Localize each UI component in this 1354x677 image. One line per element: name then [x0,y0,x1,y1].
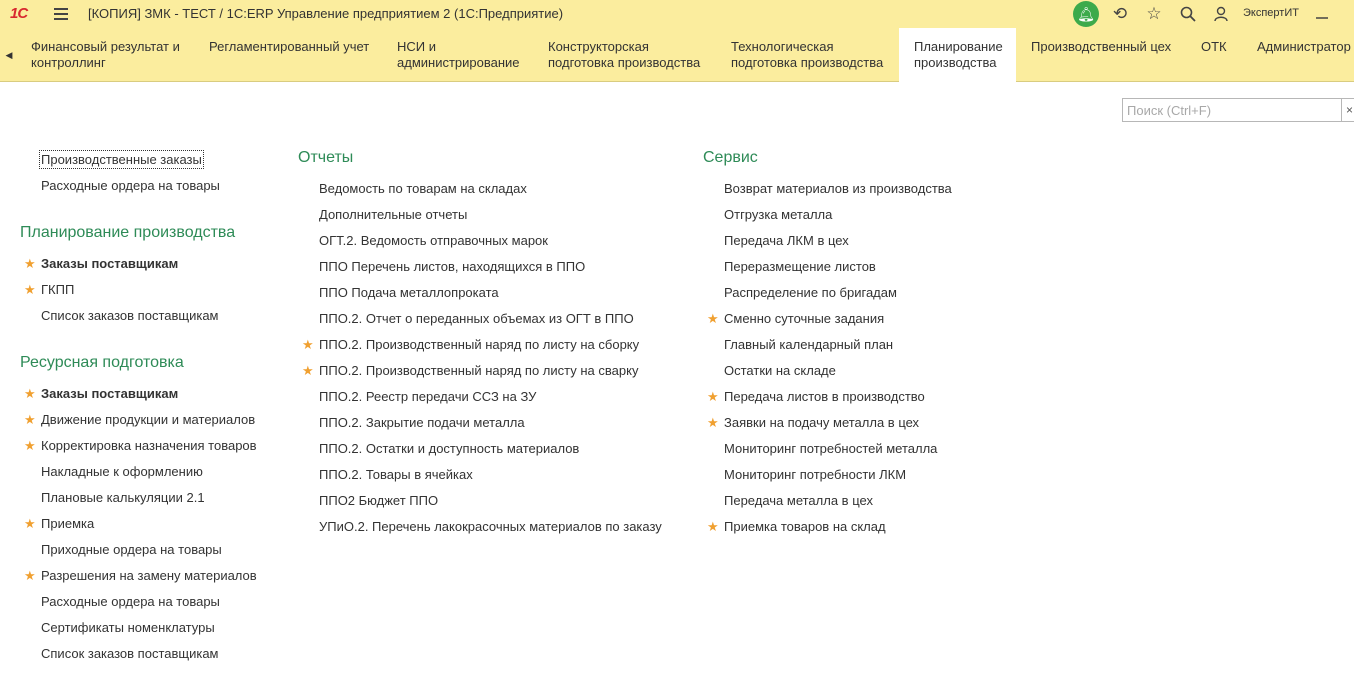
report-item[interactable]: ППО2 Бюджет ППО [319,493,439,508]
group-title-production-planning: Планирование производства [20,224,236,241]
favorite-star-icon[interactable]: ★ [24,516,36,531]
service-item[interactable]: Распределение по бригадам [724,285,897,300]
menu-item-supplier-orders-list[interactable]: Список заказов поставщикам [41,308,219,323]
search-icon[interactable] [1178,4,1198,24]
menu-item-supplier-orders-list[interactable]: Список заказов поставщикам [41,646,219,661]
favorite-star-icon[interactable]: ★ [24,386,36,401]
service-item[interactable]: Сменно суточные задания [724,311,885,326]
menu-item-incoming-orders[interactable]: Приходные ордера на товары [41,542,222,557]
app-logo: 1С [10,5,28,22]
favorite-star-icon[interactable]: ★ [24,438,36,453]
menu-item-supplier-orders[interactable]: Заказы поставщикам [41,256,179,271]
report-item[interactable]: ППО.2. Закрытие подачи металла [319,415,525,430]
menu-item-products-movement[interactable]: Движение продукции и материалов [41,412,256,427]
section-production-planning[interactable]: Планирование производства [899,28,1016,82]
service-item[interactable]: Передача листов в производство [724,389,925,404]
report-item[interactable]: Дополнительные отчеты [319,207,468,222]
favorite-star-icon[interactable]: ★ [707,519,719,534]
report-item[interactable]: ППО.2. Отчет о переданных объемах из ОГТ в ППО [319,311,634,326]
favorite-star-icon[interactable]: ★ [24,256,36,271]
menu-item-certificates[interactable]: Сертификаты номенклатуры [41,620,215,635]
menu-item-outgoing-orders[interactable]: Расходные ордера на товары [41,178,220,193]
menu-item-gkpp[interactable]: ГКПП [41,282,75,297]
section-production-shop[interactable]: Производственный цех [1031,39,1172,54]
search-input[interactable] [1122,98,1342,122]
menu-item-planned-costing[interactable]: Плановые калькуляции 2.1 [41,490,205,505]
report-item[interactable]: ППО.2. Производственный наряд по листу на сварку [319,363,639,378]
favorite-star-icon[interactable]: ★ [302,337,314,352]
search-clear-button[interactable]: × [1342,98,1354,122]
section-design-prep[interactable]: Конструкторская подготовка производства [548,39,701,70]
star-icon[interactable]: ☆ [1146,4,1162,23]
group-title-resource-prep: Ресурсная подготовка [20,354,184,371]
favorite-star-icon[interactable]: ★ [24,568,36,583]
service-item[interactable]: Остатки на складе [724,363,836,378]
favorite-star-icon[interactable]: ★ [24,282,36,297]
menu-item-invoices-to-process[interactable]: Накладные к оформлению [41,464,203,479]
report-item[interactable]: ОГТ.2. Ведомость отправочных марок [319,233,548,248]
minimize-icon[interactable] [1312,4,1332,24]
service-item[interactable]: Приемка товаров на склад [724,519,886,534]
favorite-star-icon[interactable]: ★ [24,412,36,427]
menu-item-goods-reassignment[interactable]: Корректировка назначения товаров [41,438,257,453]
menu-item-production-orders[interactable]: Производственные заказы [41,152,202,167]
service-item[interactable]: Передача ЛКМ в цех [724,233,849,248]
service-item[interactable]: Мониторинг потребности ЛКМ [724,467,907,482]
section-administrator[interactable]: Администратор [1257,39,1351,54]
service-item[interactable]: Главный календарный план [724,337,894,352]
bell-icon[interactable]: 🔔︎ [1073,1,1099,27]
user-name[interactable]: ЭкспертИТ [1243,7,1299,19]
section-nsi[interactable]: НСИ и администрирование [397,39,520,70]
history-icon[interactable]: ⟲ [1112,4,1128,23]
report-item[interactable]: ППО Перечень листов, находящихся в ППО [319,259,586,274]
menu-item-outgoing-orders[interactable]: Расходные ордера на товары [41,594,220,609]
report-item[interactable]: ППО.2. Производственный наряд по листу на сборку [319,337,640,352]
section-regulated-accounting[interactable]: Регламентированный учет [209,39,370,54]
report-item[interactable]: ППО.2. Остатки и доступность материалов [319,441,580,456]
favorite-star-icon[interactable]: ★ [707,311,719,326]
menu-item-acceptance[interactable]: Приемка [41,516,95,531]
service-item[interactable]: Мониторинг потребностей металла [724,441,938,456]
report-item[interactable]: ППО Подача металлопроката [319,285,499,300]
group-title-service: Сервис [703,149,758,166]
menu-item-supplier-orders[interactable]: Заказы поставщикам [41,386,179,401]
service-item[interactable]: Возврат материалов из производства [724,181,952,196]
report-item[interactable]: УПиО.2. Перечень лакокрасочных материалов по заказу [319,519,662,534]
burger-menu-icon[interactable] [54,8,68,20]
menu-item-substitution-permits[interactable]: Разрешения на замену материалов [41,568,257,583]
report-item[interactable]: ППО.2. Товары в ячейках [319,467,473,482]
favorite-star-icon[interactable]: ★ [302,363,314,378]
section-otk[interactable]: ОТК [1201,39,1227,54]
sections-panel [0,28,1354,82]
favorite-star-icon[interactable]: ★ [707,415,719,430]
report-item[interactable]: Ведомость по товарам на складах [319,181,527,196]
service-item[interactable]: Переразмещение листов [724,259,876,274]
service-item[interactable]: Отгрузка металла [724,207,833,222]
favorite-star-icon[interactable]: ★ [707,389,719,404]
section-tech-prep[interactable]: Технологическая подготовка производства [731,39,884,70]
user-icon[interactable] [1212,4,1232,24]
group-title-reports: Отчеты [298,149,354,166]
title-bar [0,0,1354,28]
scroll-left-icon[interactable]: ◀ [5,49,13,60]
report-item[interactable]: ППО.2. Реестр передачи ССЗ на ЗУ [319,389,537,404]
service-item[interactable]: Передача металла в цех [724,493,873,508]
service-item[interactable]: Заявки на подачу металла в цех [724,415,920,430]
section-financial[interactable]: Финансовый результат и контроллинг [31,39,180,70]
window-title: [КОПИЯ] ЗМК - ТЕСТ / 1С:ERP Управление предприятием 2 (1С:Предприятие) [88,6,564,21]
